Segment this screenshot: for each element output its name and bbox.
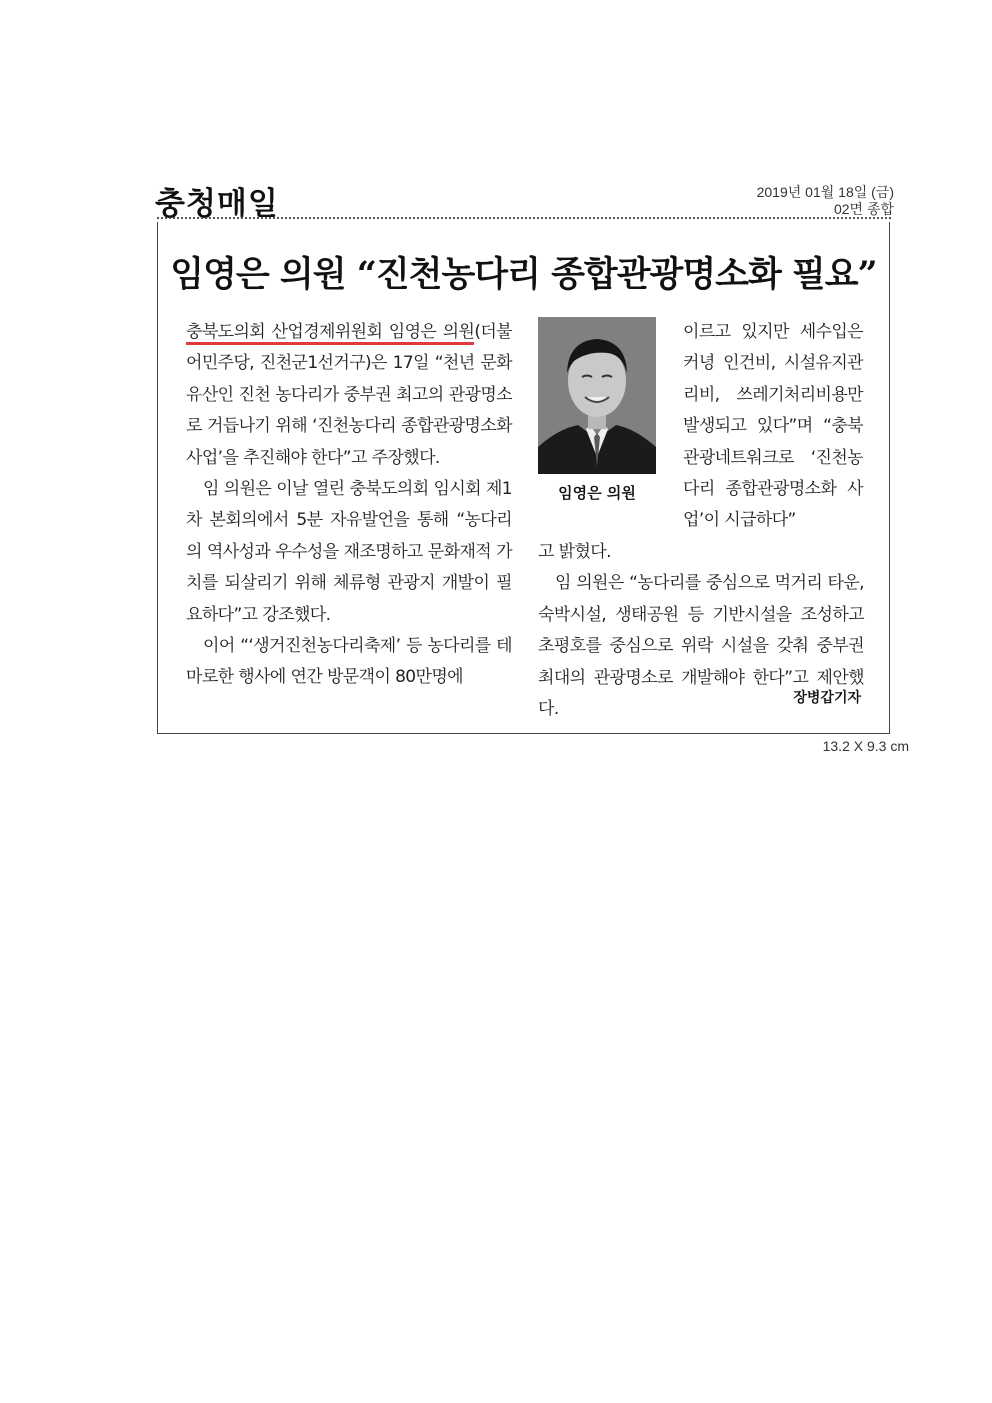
paragraph-4: 임 의원은 “농다리를 중심으로 먹거리 타운, 숙박시설, 생태공원 등 기반시설을 조성하고 초평호를 중심으로 위락 시설을 갖춰 중부권 최대의 관광명소로 개발해야 한다”고 제안했다. xyxy=(538,573,864,720)
publication-date: 2019년 01월 18일 (금) xyxy=(756,184,894,200)
article-headline: 임영은 의원 “진천농다리 종합관광명소화 필요” xyxy=(170,254,877,295)
lead-rest: (더불어민주당, 진천군1선거구)은 17일 “천년 문화유산인 진천 농다리가 중부권 최고의 관광명소로 거듭나기 위해 ‘진천농다리 종합관광명소화 사업’을 추진해야 한다”고 주장했다. xyxy=(186,322,512,468)
reporter-byline: 장병갑기자 xyxy=(793,690,861,706)
portrait-illustration xyxy=(538,317,656,474)
photo-caption: 임영은 의원 xyxy=(558,484,636,502)
portrait-figure xyxy=(538,317,656,503)
dotted-rule xyxy=(157,217,891,219)
lead-paragraph xyxy=(186,317,512,474)
article-column-right-top xyxy=(683,317,863,537)
wrap-text: 이르고 있지만 세수입은 커녕 인건비, 시설유지관리비, 쓰레기처리비용만 발생되고 있다”며 “충북 관광네트워크로 ‘진천농다리 종합관광명소화 사업’이 시급하다” xyxy=(683,322,863,531)
paragraph-3: 이어 “‘생거진천농다리축제’ 등 농다리를 테마로한 행사에 연간 방문객이 80만명에 xyxy=(186,636,512,688)
paragraph-2: 임 의원은 이날 열린 충북도의회 임시회 제1차 본회의에서 5분 자유발언을 통해 “농다리의 역사성과 우수성을 재조명하고 문화재적 가치를 되살리기 위해 체류형 관광지 개발이 필요하다”고 강조했다. xyxy=(186,479,512,625)
highlighted-lead: 충북도의회 산업경제위원회 임영은 의원 xyxy=(186,322,474,345)
continued-text: 고 밝혔다. xyxy=(538,542,611,562)
article-clip xyxy=(157,222,890,734)
article-column-left xyxy=(186,317,512,694)
page-section: 02면 종합 xyxy=(833,201,894,217)
portrait-photo xyxy=(538,317,656,474)
clip-size-note: 13.2 X 9.3 cm xyxy=(822,738,909,754)
dateline xyxy=(757,184,894,218)
newspaper-masthead: 충청매일 xyxy=(155,186,279,222)
